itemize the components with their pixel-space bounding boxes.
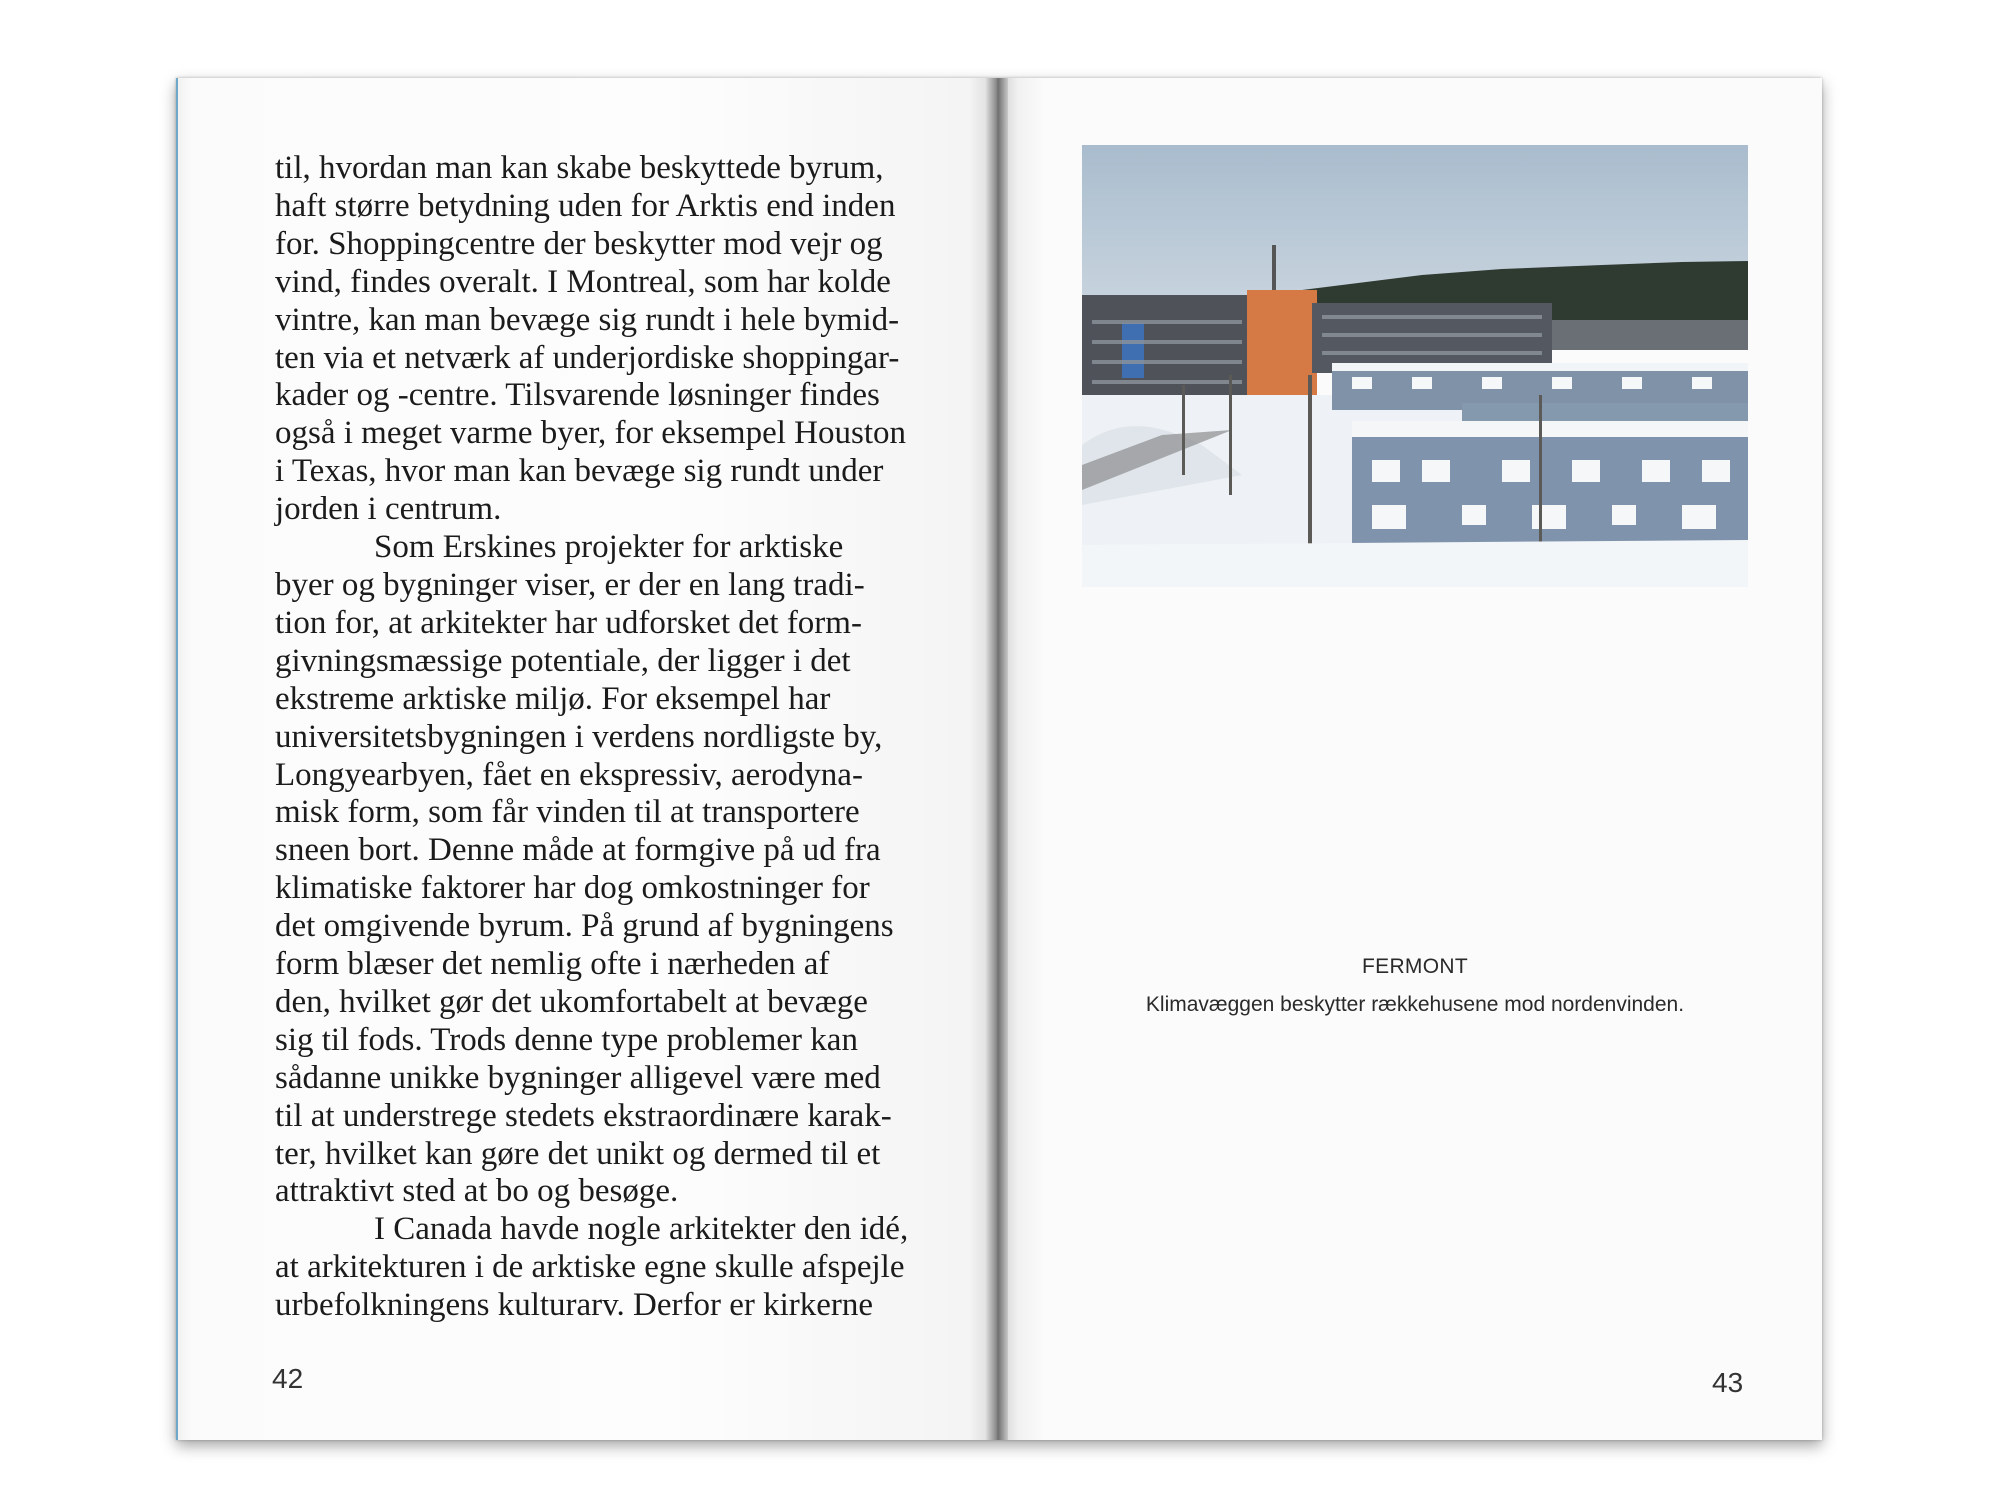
- wall-building-middle: [1312, 303, 1552, 373]
- row-houses-middle: [1462, 403, 1748, 423]
- book-gutter: [986, 78, 1008, 1440]
- page-number-right: 43: [1712, 1367, 1744, 1398]
- row-houses-front-roof: [1352, 421, 1748, 437]
- caption-text: Klimavæggen beskytter rækkehusene mod nordenvinden.: [1145, 993, 1685, 1016]
- wall-building-orange: [1247, 290, 1317, 400]
- caption-title: FERMONT: [1362, 955, 1468, 978]
- row-houses-back-roof: [1332, 363, 1748, 371]
- body-text: til, hvordan man kan skabe beskyttede byrum, haft større betydning uden for Arktis end inden for. Shoppingcentre der beskytter mod vejr og vind, findes overalt. I Montreal, som har kolde vintre, kan man bevæge sig rundt i hele bymid- ten via et netværk af underjordiske shoppingar- kader og -centre. Tilsvarende løsninger findes også i meget varme byer, for eksempel Houston i Texas, hvor man kan bevæge sig rundt under jorden i centrum. Som Erskines projekter for arktiske byer og bygninger viser, er der en lang tradi- tion for, at arkitekter har udforsket det form- givningsmæssige potentiale, der ligger i det ekstreme arktiske miljø. For eksempel har universitetsbygningen i verdens nordligste by, Longyearbyen, fået en ekspressiv, aerodyna- misk form, som får vinden til at transportere sneen bort. Denne måde at formgive på ud fra klimatiske faktorer har dog omkostninger for det omgivende byrum. På grund af bygningens form blæser det nemlig ofte i nærheden af den, hvilket gør det ukomfortabelt at bevæge sig til fods. Trods denne type problemer kan sådanne unikke bygninger alligevel være med til at understrege stedets ekstraordinære karak- ter, hvilket kan gøre det unikt og dermed til et attraktivt sted at bo og besøge. I Canada havde nogle arkitekter den idé, at arkitekturen i de arktiske egne skulle afspejle urbefolkningens kulturarv. Derfor er kirkerne: [275, 150, 909, 1324]
- fermont-photo: [1082, 145, 1748, 587]
- snow-foreground: [1082, 540, 1748, 587]
- wall-building-far: [1552, 320, 1748, 350]
- blue-stair-tower: [1122, 323, 1144, 378]
- page-number-left: 42: [272, 1363, 304, 1394]
